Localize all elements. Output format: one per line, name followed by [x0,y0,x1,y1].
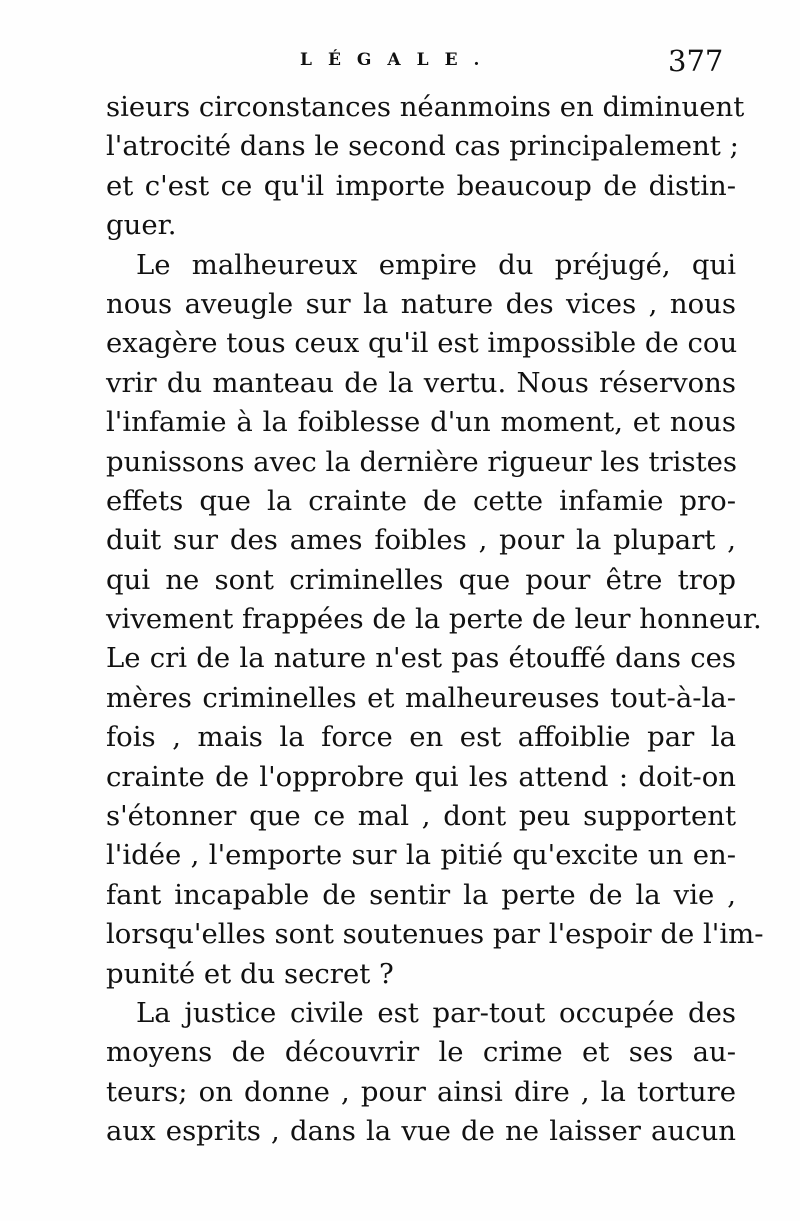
text-line: et c'est ce qu'il importe beaucoup de distin- [106,169,736,202]
page-number: 377 [668,44,724,78]
text-line: nous aveugle sur la nature des vices , nous [106,287,736,320]
text-line: punité et du secret ? [106,957,394,990]
text-line: l'atrocité dans le second cas principalement ; [106,130,739,163]
text-line: duit sur des ames foibles , pour la plupart , [106,524,736,557]
text-line: qui ne sont criminelles que pour être trop [106,563,736,596]
text-line: exagère tous ceux qu'il est impossible de cou [106,327,738,360]
text-line: crainte de l'opprobre qui les attend : doit-on [106,760,736,793]
text-line: aux esprits , dans la vue de ne laisser aucun [106,1115,736,1148]
text-line: Le cri de la nature n'est pas étouffé dans ces [106,642,736,675]
text-line: vrir du manteau de la vertu. Nous réservons [106,366,736,399]
text-line: Le malheureux empire du préjugé, qui [136,248,736,281]
text-line: guer. [106,209,177,242]
text-line: teurs; on donne , pour ainsi dire , la torture [106,1075,736,1108]
text-line: fant incapable de sentir la perte de la vie , [106,878,736,911]
text-line: punissons avec la dernière rigueur les tristes [106,445,738,478]
text-line: s'étonner que ce mal , dont peu supportent [106,800,736,833]
page-header [0,44,800,84]
text-line: mères criminelles et malheureuses tout-à-la- [106,681,736,714]
text-line: moyens de découvrir le crime et ses au- [106,1036,736,1069]
body-text [106,88,764,1152]
text-line: sieurs circonstances néanmoins en diminuent [106,91,745,123]
running-head: LÉGALE. [300,50,496,70]
text-line: lorsqu'elles sont soutenues par l'espoir de l'im- [106,918,764,951]
text-line: l'infamie à la foiblesse d'un moment, et nous [106,406,736,439]
text-line: l'idée , l'emporte sur la pitié qu'excite un en- [106,839,736,872]
text-line: vivement frappées de la perte de leur honneur. [106,603,762,636]
text-line: fois , mais la force en est affoiblie par la [106,721,736,754]
text-line: effets que la crainte de cette infamie pro- [106,484,736,517]
text-line: La justice civile est par-tout occupée des [136,996,736,1029]
